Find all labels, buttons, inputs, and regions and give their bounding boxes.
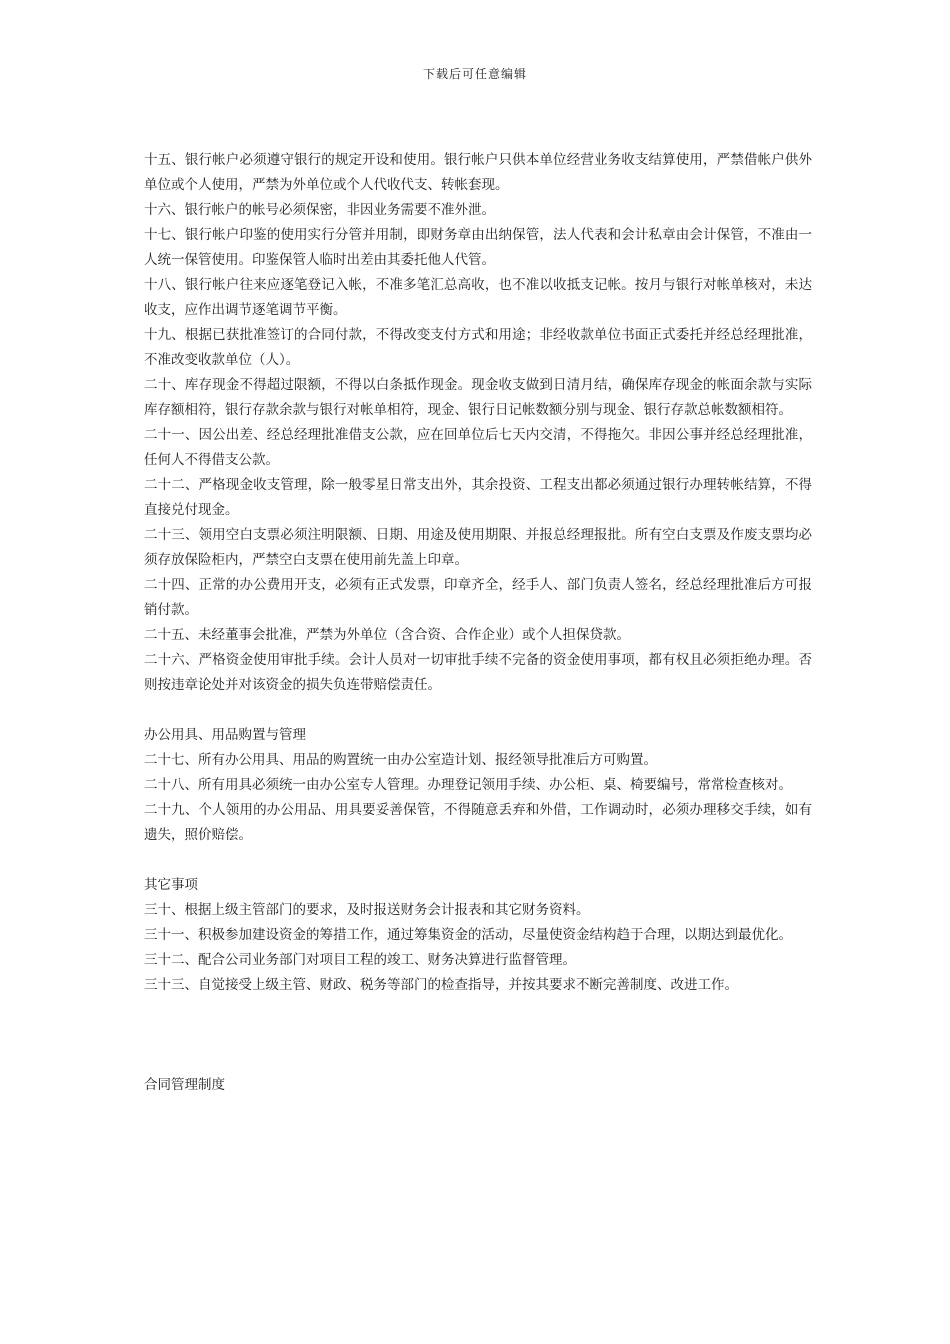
clause-29: 二十九、个人领用的办公用品、用具要妥善保管，不得随意丢弃和外借，工作调动时，必须办理移交手续，如有遗失，照价赔偿。 (144, 802, 812, 843)
section-spacer (144, 848, 812, 873)
page-header-note: 下载后可任意编辑 (422, 67, 527, 81)
other-section-title: 其它事项 (144, 877, 198, 893)
contract-section-title: 合同管理制度 (144, 1077, 225, 1093)
clause-24: 二十四、正常的办公费用开支，必须有正式发票，印章齐全，经手人、部门负责人签名，经总经理批准后方可报销付款。 (144, 577, 812, 618)
clause-28: 二十八、所有用具必须统一由办公室专人管理。办理登记领用手续、办公柜、桌、椅要编号，常常检查核对。 (144, 777, 792, 793)
clause-20: 二十、库存现金不得超过限额，不得以白条抵作现金。现金收支做到日清月结，确保库存现金的帐面余款与实际库存额相符，银行存款余款与银行对帐单相符，现金、银行日记帐数额分别与现金、银行存款总帐数额相符。 (144, 377, 812, 418)
section-spacer (144, 698, 812, 723)
clause-25: 二十五、未经董事会批准，严禁为外单位（含合资、合作企业）或个人担保贷款。 (144, 627, 630, 643)
other-section (144, 873, 812, 998)
clause-31: 三十一、积极参加建设资金的筹措工作，通过筹集资金的活动，尽量使资金结构趋于合理，以期达到最优化。 (144, 927, 792, 943)
office-section-title: 办公用具、用品购置与管理 (144, 727, 306, 743)
clause-32: 三十二、配合公司业务部门对项目工程的竣工、财务决算进行监督管理。 (144, 952, 576, 968)
clause-22: 二十二、严格现金收支管理，除一般零星日常支出外，其余投资、工程支出都必须通过银行办理转帐结算，不得直接兑付现金。 (144, 477, 812, 518)
office-section (144, 723, 812, 848)
document-body (144, 148, 812, 1098)
clause-21: 二十一、因公出差、经总经理批准借支公款，应在回单位后七天内交清，不得拖欠。非因公事并经总经理批准，任何人不得借支公款。 (144, 427, 812, 468)
clause-15: 十五、银行帐户必须遵守银行的规定开设和使用。银行帐户只供本单位经营业务收支结算使用，严禁借帐户供外单位或个人使用，严禁为外单位或个人代收代支、转帐套现。 (144, 152, 812, 193)
clause-23: 二十三、领用空白支票必须注明限额、日期、用途及使用期限、并报总经理报批。所有空白支票及作废支票均必须存放保险柜内，严禁空白支票在使用前先盖上印章。 (144, 527, 812, 568)
clause-17: 十七、银行帐户印鉴的使用实行分管并用制，即财务章由出纳保管，法人代表和会计私章由会计保管，不准由一人统一保管使用。印鉴保管人临时出差由其委托他人代管。 (144, 227, 812, 268)
contract-section (144, 1073, 812, 1098)
clause-33: 三十三、自觉接受上级主管、财政、税务等部门的检查指导，并按其要求不断完善制度、改进工作。 (144, 977, 738, 993)
clause-19: 十九、根据已获批准签订的合同付款，不得改变支付方式和用途；非经收款单位书面正式委托并经总经理批准，不准改变收款单位（人）。 (144, 327, 812, 368)
clause-18: 十八、银行帐户往来应逐笔登记入帐，不准多笔汇总高收，也不准以收抵支记帐。按月与银行对帐单核对，未达收支，应作出调节逐笔调节平衡。 (144, 277, 812, 318)
section-spacer (144, 998, 812, 1073)
clause-27: 二十七、所有办公用具、用品的购置统一由办公室造计划、报经领导批准后方可购置。 (144, 752, 657, 768)
clause-26: 二十六、严格资金使用审批手续。会计人员对一切审批手续不完备的资金使用事项，都有权且必须拒绝办理。否则按违章论处并对该资金的损失负连带赔偿责任。 (144, 652, 812, 693)
clause-30: 三十、根据上级主管部门的要求，及时报送财务会计报表和其它财务资料。 (144, 902, 590, 918)
finance-section (144, 148, 812, 698)
clause-16: 十六、银行帐户的帐号必须保密，非因业务需要不准外泄。 (144, 202, 495, 218)
